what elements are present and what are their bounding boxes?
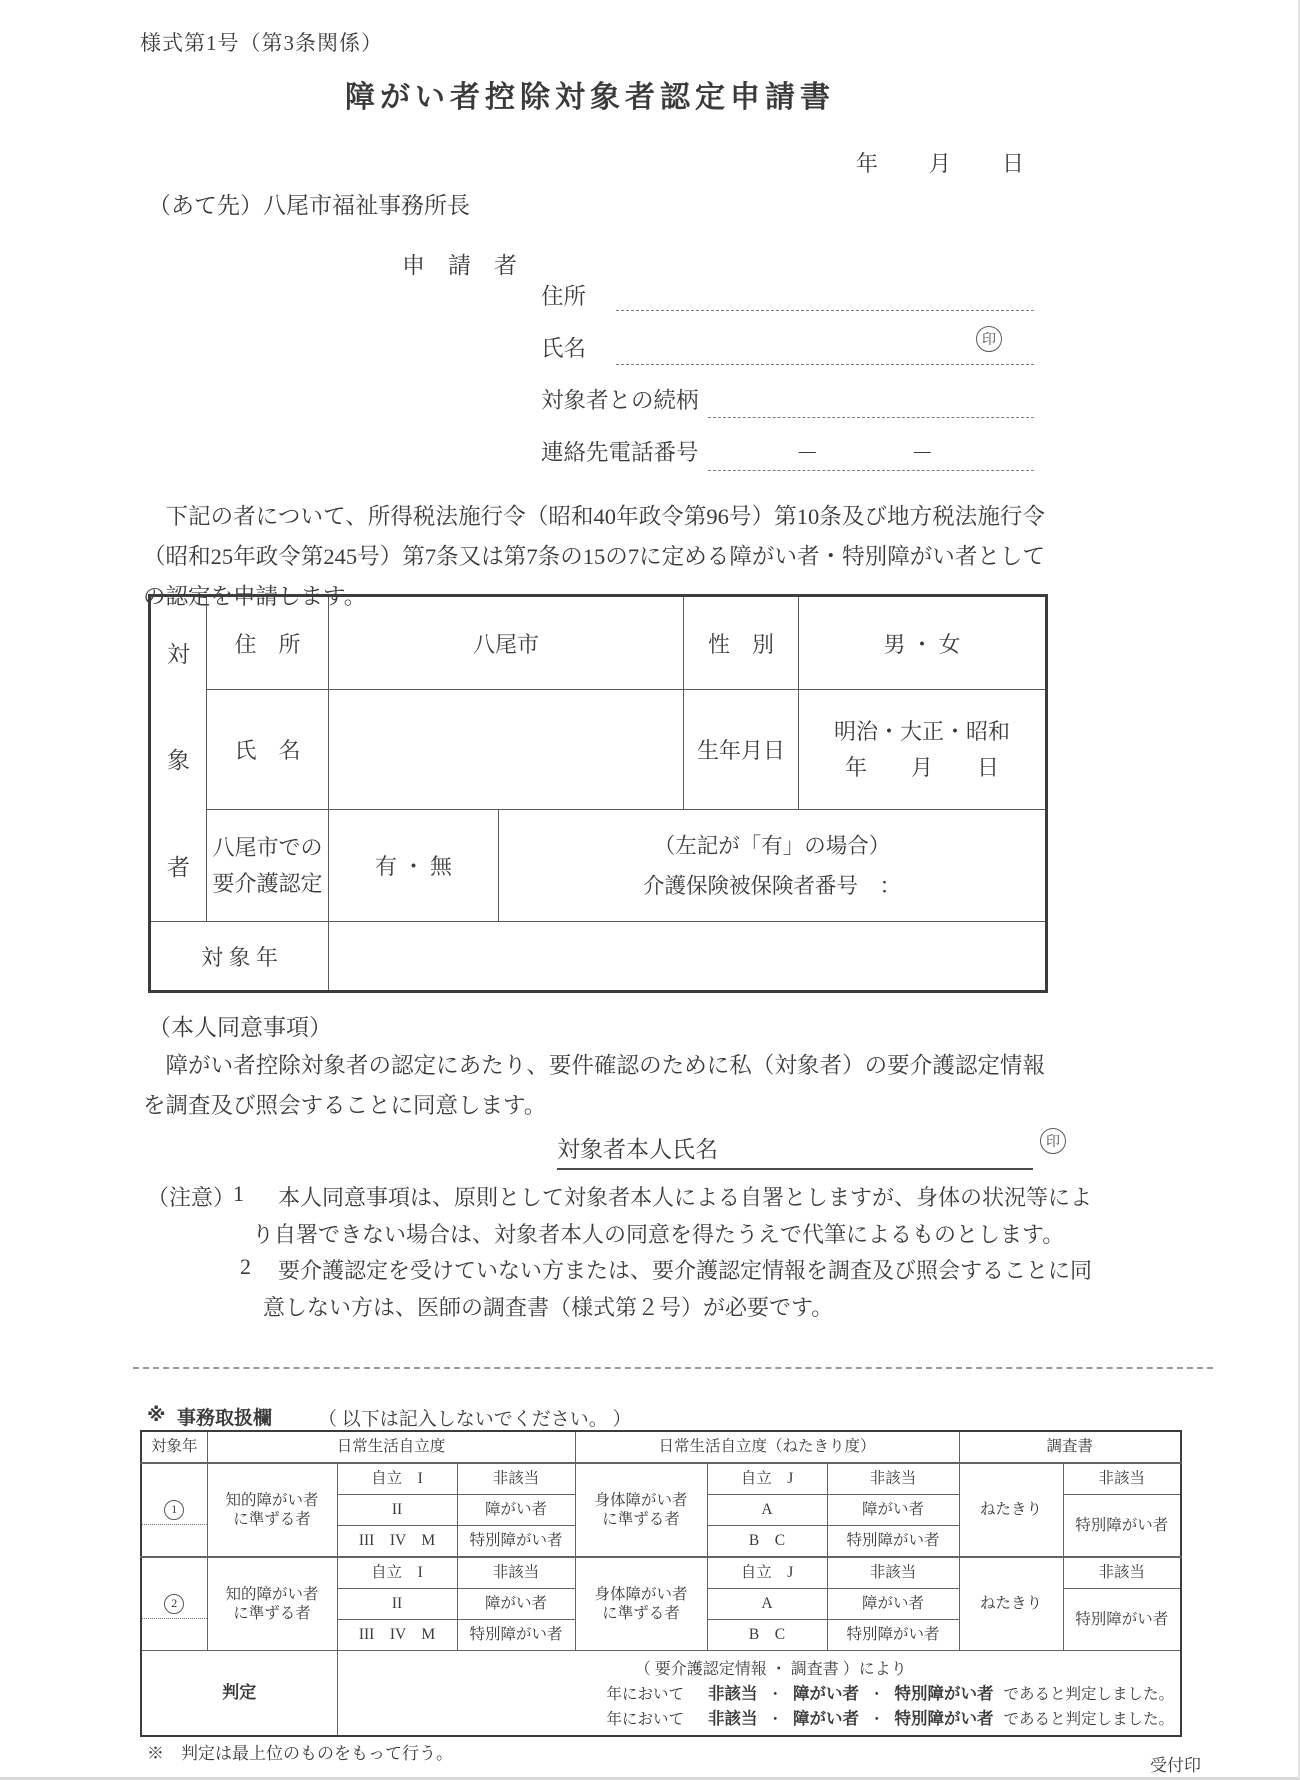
note1-number: 1 (233, 1181, 244, 1206)
block2-result2-2: 障がい者 (827, 1589, 959, 1620)
office-heading-mark: ※ (147, 1405, 166, 1426)
block1-result2-3: 特別障がい者 (827, 1526, 959, 1558)
form-code: 様式第1号（第3条関係） (140, 31, 383, 55)
block2-survey-1: 非該当 (1063, 1557, 1181, 1589)
block1-level2-1: 自立 J (707, 1463, 827, 1495)
subject-target-year-value (329, 922, 1047, 992)
date-year-label: 年 (856, 151, 879, 176)
subject-name-label: 氏 名 (207, 690, 329, 810)
applicant-relation-label: 対象者との続柄 (541, 388, 699, 413)
note1-line2: り自署できない場合は、対象者本人の同意を得たうえで代筆によるものとします。 (252, 1222, 1065, 1247)
office-heading: 事務取扱欄 (177, 1408, 273, 1429)
judgment-line-2: 年において 非該当 ・ 障がい者 ・ 特別障がい者 であると判定しました。 (606, 1710, 1175, 1728)
block1-level-1: 自立 I (337, 1463, 457, 1495)
subject-birth-label: 生年月日 (684, 690, 799, 810)
applicant-phone-label: 連絡先電話番号 (541, 440, 699, 465)
office-col-daily-life-bedridden: 日常生活自立度（ねたきり度） (575, 1431, 959, 1463)
block1-level-2: II (337, 1495, 457, 1526)
addressee: （あて先）八尾市福祉事務所長 (148, 193, 470, 218)
block2-result-1: 非該当 (457, 1557, 575, 1589)
notes-label: （注意） (147, 1185, 236, 1210)
block1-result-1: 非該当 (457, 1463, 575, 1495)
block1-bedridden: ねたきり (959, 1463, 1063, 1557)
judgment-basis: （ 要介護認定情報 ・ 調査書 ）により (634, 1661, 907, 1679)
block2-survey-2: 特別障がい者 (1063, 1589, 1181, 1651)
block2-level2-2: A (707, 1589, 827, 1620)
circled-2-icon: 2 (164, 1594, 184, 1614)
circled-1-icon: 1 (164, 1500, 184, 1520)
block1-survey-1: 非該当 (1063, 1463, 1181, 1495)
block2-result2-1: 非該当 (827, 1557, 959, 1589)
block1-level-3: III IV M (337, 1526, 457, 1558)
block2-level2-1: 自立 J (707, 1557, 827, 1589)
phone-dash-1: － (796, 441, 819, 466)
applicant-phone-line (708, 470, 1034, 471)
signature-line (557, 1131, 1033, 1170)
office-heading-note: （ 以下は記入しないでください。 ） (318, 1409, 632, 1430)
note2-number: 2 (240, 1254, 251, 1279)
block2-bedridden: ねたきり (959, 1557, 1063, 1651)
signature-label: 対象者本人氏名 (557, 1137, 718, 1162)
subject-table (148, 594, 1048, 993)
applicant-name-label: 氏名 (541, 336, 587, 361)
block2-level-1: 自立 I (337, 1557, 457, 1589)
applicant-address-line (616, 310, 1034, 311)
subject-sex-label: 性 別 (684, 596, 799, 690)
applicant-address-label: 住所 (541, 284, 587, 309)
consent-body: 障がい者控除対象者の認定にあたり、要件確認のために私（対象者）の要介護認定情報を調査及び照会することに同意します。 (143, 1053, 1045, 1118)
block2-year-cell (141, 1557, 207, 1651)
block1-survey-2: 特別障がい者 (1063, 1495, 1181, 1558)
phone-dash-2: － (911, 441, 934, 466)
page-title: 障がい者控除対象者認定申請書 (345, 81, 835, 114)
block1-result2-1: 非該当 (827, 1463, 959, 1495)
block1-physical-label: 身体障がい者 に準ずる者 (575, 1463, 707, 1557)
judgment-body-cell (337, 1651, 1181, 1737)
block2-intellectual-label: 知的障がい者 に準ずる者 (207, 1557, 337, 1651)
subject-care-label: 八尾市での 要介護認定 (207, 810, 329, 922)
block2-result2-3: 特別障がい者 (827, 1620, 959, 1651)
block2-level-2: II (337, 1589, 457, 1620)
subject-name-value (329, 690, 684, 810)
office-col-daily-life: 日常生活自立度 (207, 1431, 575, 1463)
office-table (140, 1430, 1182, 1737)
subject-care-value: 有 ・ 無 (329, 810, 499, 922)
block2-result-3: 特別障がい者 (457, 1620, 575, 1651)
block1-level2-3: B C (707, 1526, 827, 1558)
judgment-line-1: 年において 非該当 ・ 障がい者 ・ 特別障がい者 であると判定しました。 (606, 1685, 1175, 1704)
block1-result2-2: 障がい者 (827, 1495, 959, 1526)
block2-result-2: 障がい者 (457, 1589, 575, 1620)
block1-level2-2: A (707, 1495, 827, 1526)
consent-heading: （本人同意事項） (148, 1015, 332, 1040)
block1-year-cell (141, 1463, 207, 1557)
office-col-target-year: 対象年 (141, 1431, 207, 1463)
office-col-survey: 調査書 (959, 1431, 1181, 1463)
declaration-paragraph: 下記の者について、所得税法施行令（昭和40年政令第96号）第10条及び地方税法施行令（昭和25年政令第245号）第7条又は第7条の15の7に定める障がい者・特別障がい者としての認定を申請します。 (143, 504, 1045, 609)
applicant-section-label: 申 請 者 (402, 253, 517, 278)
block1-result-2: 障がい者 (457, 1495, 575, 1526)
subject-address-value: 八尾市 (329, 596, 684, 690)
date-line (856, 147, 1024, 178)
date-month-label: 月 (928, 151, 951, 176)
note1-line1: 本人同意事項は、原則として対象者本人による自署としますが、身体の状況等によ (278, 1185, 1093, 1210)
subject-address-label: 住 所 (207, 596, 329, 690)
block2-physical-label: 身体障がい者 に準ずる者 (575, 1557, 707, 1651)
subject-care-note: （左記が「有」の場合） 介護保険被保険者番号 ： (499, 810, 1047, 922)
note2-line2: 意しない方は、医師の調査書（様式第２号）が必要です。 (263, 1295, 834, 1320)
subject-sex-value: 男 ・ 女 (799, 596, 1047, 690)
subject-target-year-label: 対 象 年 (150, 922, 329, 992)
date-day-label: 日 (1001, 151, 1024, 176)
receipt-stamp-label: 受付印 (1150, 1751, 1201, 1779)
block1-result-3: 特別障がい者 (457, 1526, 575, 1558)
applicant-seal-icon: 印 (976, 326, 1002, 352)
block2-level-3: III IV M (337, 1620, 457, 1651)
subject-side-label: 対 象 者 (150, 596, 207, 922)
applicant-name-line (616, 364, 1034, 365)
signature-seal-icon: 印 (1040, 1128, 1066, 1154)
note2-line1: 要介護認定を受けていない方または、要介護認定情報を調査及び照会することに同 (278, 1258, 1093, 1283)
block2-level2-3: B C (707, 1620, 827, 1651)
applicant-relation-line (708, 417, 1034, 418)
judgment-label-cell: 判定 (141, 1651, 337, 1737)
subject-birth-value: 明治・大正・昭和 年 月 日 (799, 690, 1047, 810)
judgment-footnote: ※ 判定は最上位のものをもって行う。 (147, 1744, 453, 1763)
block1-intellectual-label: 知的障がい者 に準ずる者 (207, 1463, 337, 1557)
section-separator (133, 1367, 1213, 1369)
